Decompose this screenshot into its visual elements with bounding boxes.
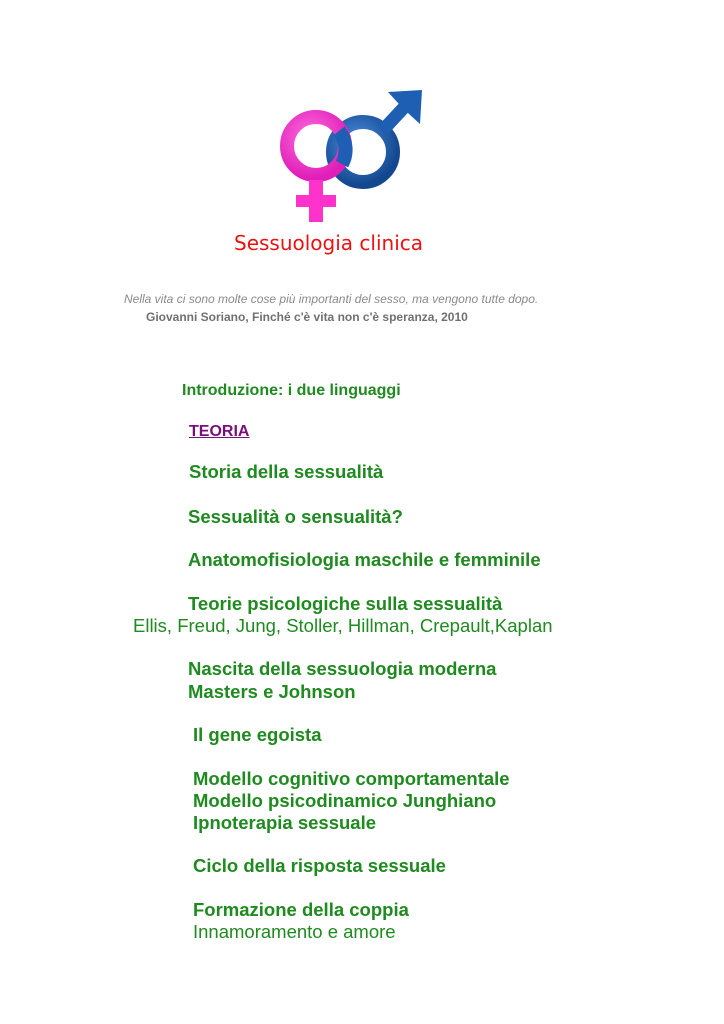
topic-gene-egoista[interactable]: Il gene egoista [193,724,322,745]
female-symbol-icon [287,117,345,222]
topic-sessualita-sensualita[interactable]: Sessualità o sensualità? [188,506,403,527]
section-teoria-link[interactable]: TEORIA [189,423,250,440]
topic-ciclo-risposta[interactable]: Ciclo della risposta sessuale [193,855,446,876]
topic-storia-sessualita[interactable]: Storia della sessualità [189,461,384,482]
topic-formazione-coppia[interactable]: Formazione della coppia [193,899,409,920]
topic-teorie-psicologiche[interactable]: Teorie psicologiche sulla sessualità [188,593,503,614]
topic-ipnoterapia[interactable]: Ipnoterapia sessuale [193,812,377,833]
topic-anatomofisiologia[interactable]: Anatomofisiologia maschile e femminile [188,549,541,570]
epigraph-quote: Nella vita ci sono molte cose più importanti del sesso, ma vengono tutte dopo. [124,292,539,306]
epigraph-attribution: Giovanni Soriano, Finché c'è vita non c'è speranza, 2010 [146,310,468,324]
gender-symbols-logo [270,86,430,226]
page-title: Sessuologia clinica [234,231,424,255]
topic-innamoramento[interactable]: Innamoramento e amore [193,921,396,942]
topic-nascita-sessuologia[interactable]: Nascita della sessuologia moderna [188,658,497,679]
topic-authors-list: Ellis, Freud, Jung, Stoller, Hillman, Crepault,Kaplan [133,615,553,636]
topic-modello-psicodinamico[interactable]: Modello psicodinamico Junghiano [193,790,497,811]
topic-masters-johnson[interactable]: Masters e Johnson [188,681,356,702]
intro-link[interactable]: Introduzione: i due linguaggi [182,382,401,399]
topic-modello-cognitivo[interactable]: Modello cognitivo comportamentale [193,768,510,789]
